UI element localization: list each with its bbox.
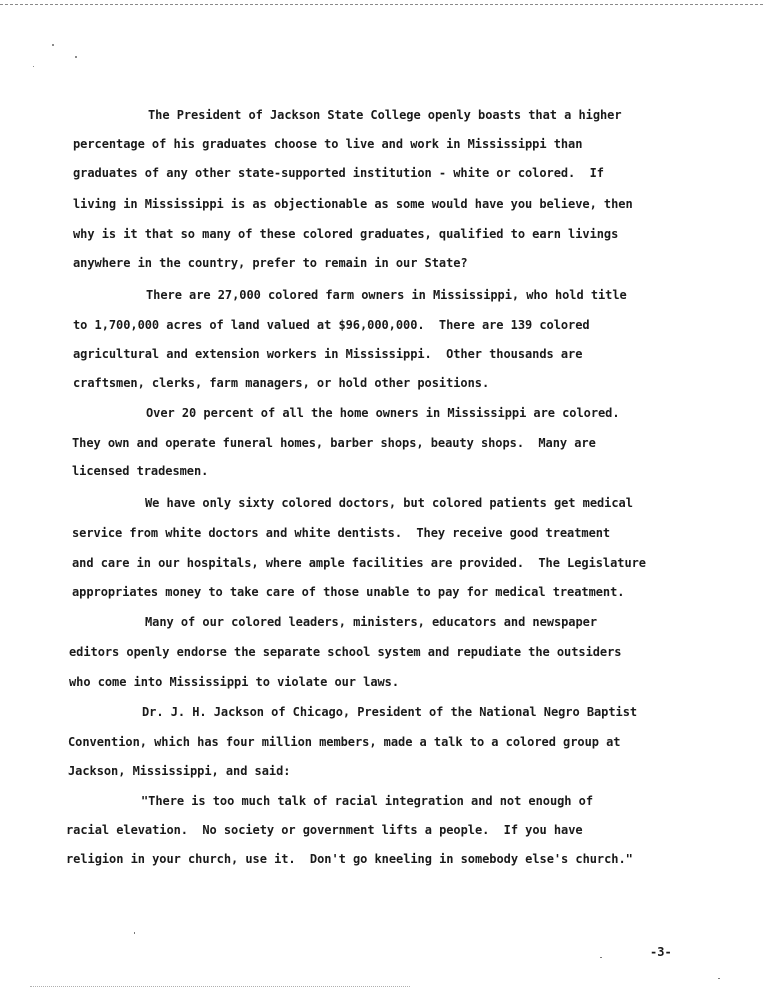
paragraph-4-line-4: appropriates money to take care of those unable to pay for medical treatment. [72, 585, 625, 599]
quote-line-3: religion in your church, use it. Don't go kneeling in somebody else's church." [66, 852, 633, 866]
paragraph-1-line-6: anywhere in the country, prefer to remain in our State? [73, 256, 468, 270]
paragraph-6-line-3: Jackson, Mississippi, and said: [68, 764, 291, 778]
paragraph-3-line-2: They own and operate funeral homes, barber shops, beauty shops. Many are [72, 436, 596, 450]
paragraph-1-line-1: The President of Jackson State College openly boasts that a higher [148, 108, 622, 122]
page-bottom-edge [30, 986, 410, 987]
quote-line-2: racial elevation. No society or government lifts a people. If you have [66, 823, 583, 837]
paragraph-2-line-2: to 1,700,000 acres of land valued at $96,000,000. There are 139 colored [73, 318, 590, 332]
paragraph-4-line-1: We have only sixty colored doctors, but colored patients get medical [145, 496, 633, 510]
paragraph-1-line-3: graduates of any other state-supported institution - white or colored. If [73, 166, 604, 180]
paragraph-5-line-2: editors openly endorse the separate school system and repudiate the outsiders [69, 645, 622, 659]
paragraph-1-line-4: living in Mississippi is as objectionable as some would have you believe, then [73, 197, 633, 211]
paragraph-1-line-5: why is it that so many of these colored graduates, qualified to earn livings [73, 227, 619, 241]
paragraph-2-line-1: There are 27,000 colored farm owners in Mississippi, who hold title [146, 288, 627, 302]
page-top-edge [0, 4, 763, 5]
paragraph-2-line-4: craftsmen, clerks, farm managers, or hold other positions. [73, 376, 490, 390]
paragraph-5-line-1: Many of our colored leaders, ministers, educators and newspaper [145, 615, 598, 629]
scan-speck [600, 957, 602, 958]
paragraph-2-line-3: agricultural and extension workers in Mississippi. Other thousands are [73, 347, 583, 361]
paragraph-3-line-3: licensed tradesmen. [72, 464, 209, 478]
scan-speck [134, 932, 135, 934]
scan-speck [75, 56, 77, 58]
page-number: -3- [650, 945, 672, 959]
paragraph-4-line-2: service from white doctors and white dentists. They receive good treatment [72, 526, 611, 540]
paragraph-3-line-1: Over 20 percent of all the home owners in Mississippi are colored. [146, 406, 620, 420]
paragraph-6-line-1: Dr. J. H. Jackson of Chicago, President of the National Negro Baptist [142, 705, 638, 719]
paragraph-5-line-3: who come into Mississippi to violate our laws. [69, 675, 400, 689]
scan-speck [52, 44, 54, 46]
paragraph-6-line-2: Convention, which has four million members, made a talk to a colored group at [68, 735, 621, 749]
scan-speck [718, 978, 720, 979]
scan-speck [33, 66, 34, 67]
paragraph-4-line-3: and care in our hospitals, where ample facilities are provided. The Legislature [72, 556, 646, 570]
paragraph-1-line-2: percentage of his graduates choose to live and work in Mississippi than [73, 137, 583, 151]
quote-line-1: "There is too much talk of racial integration and not enough of [141, 794, 594, 808]
